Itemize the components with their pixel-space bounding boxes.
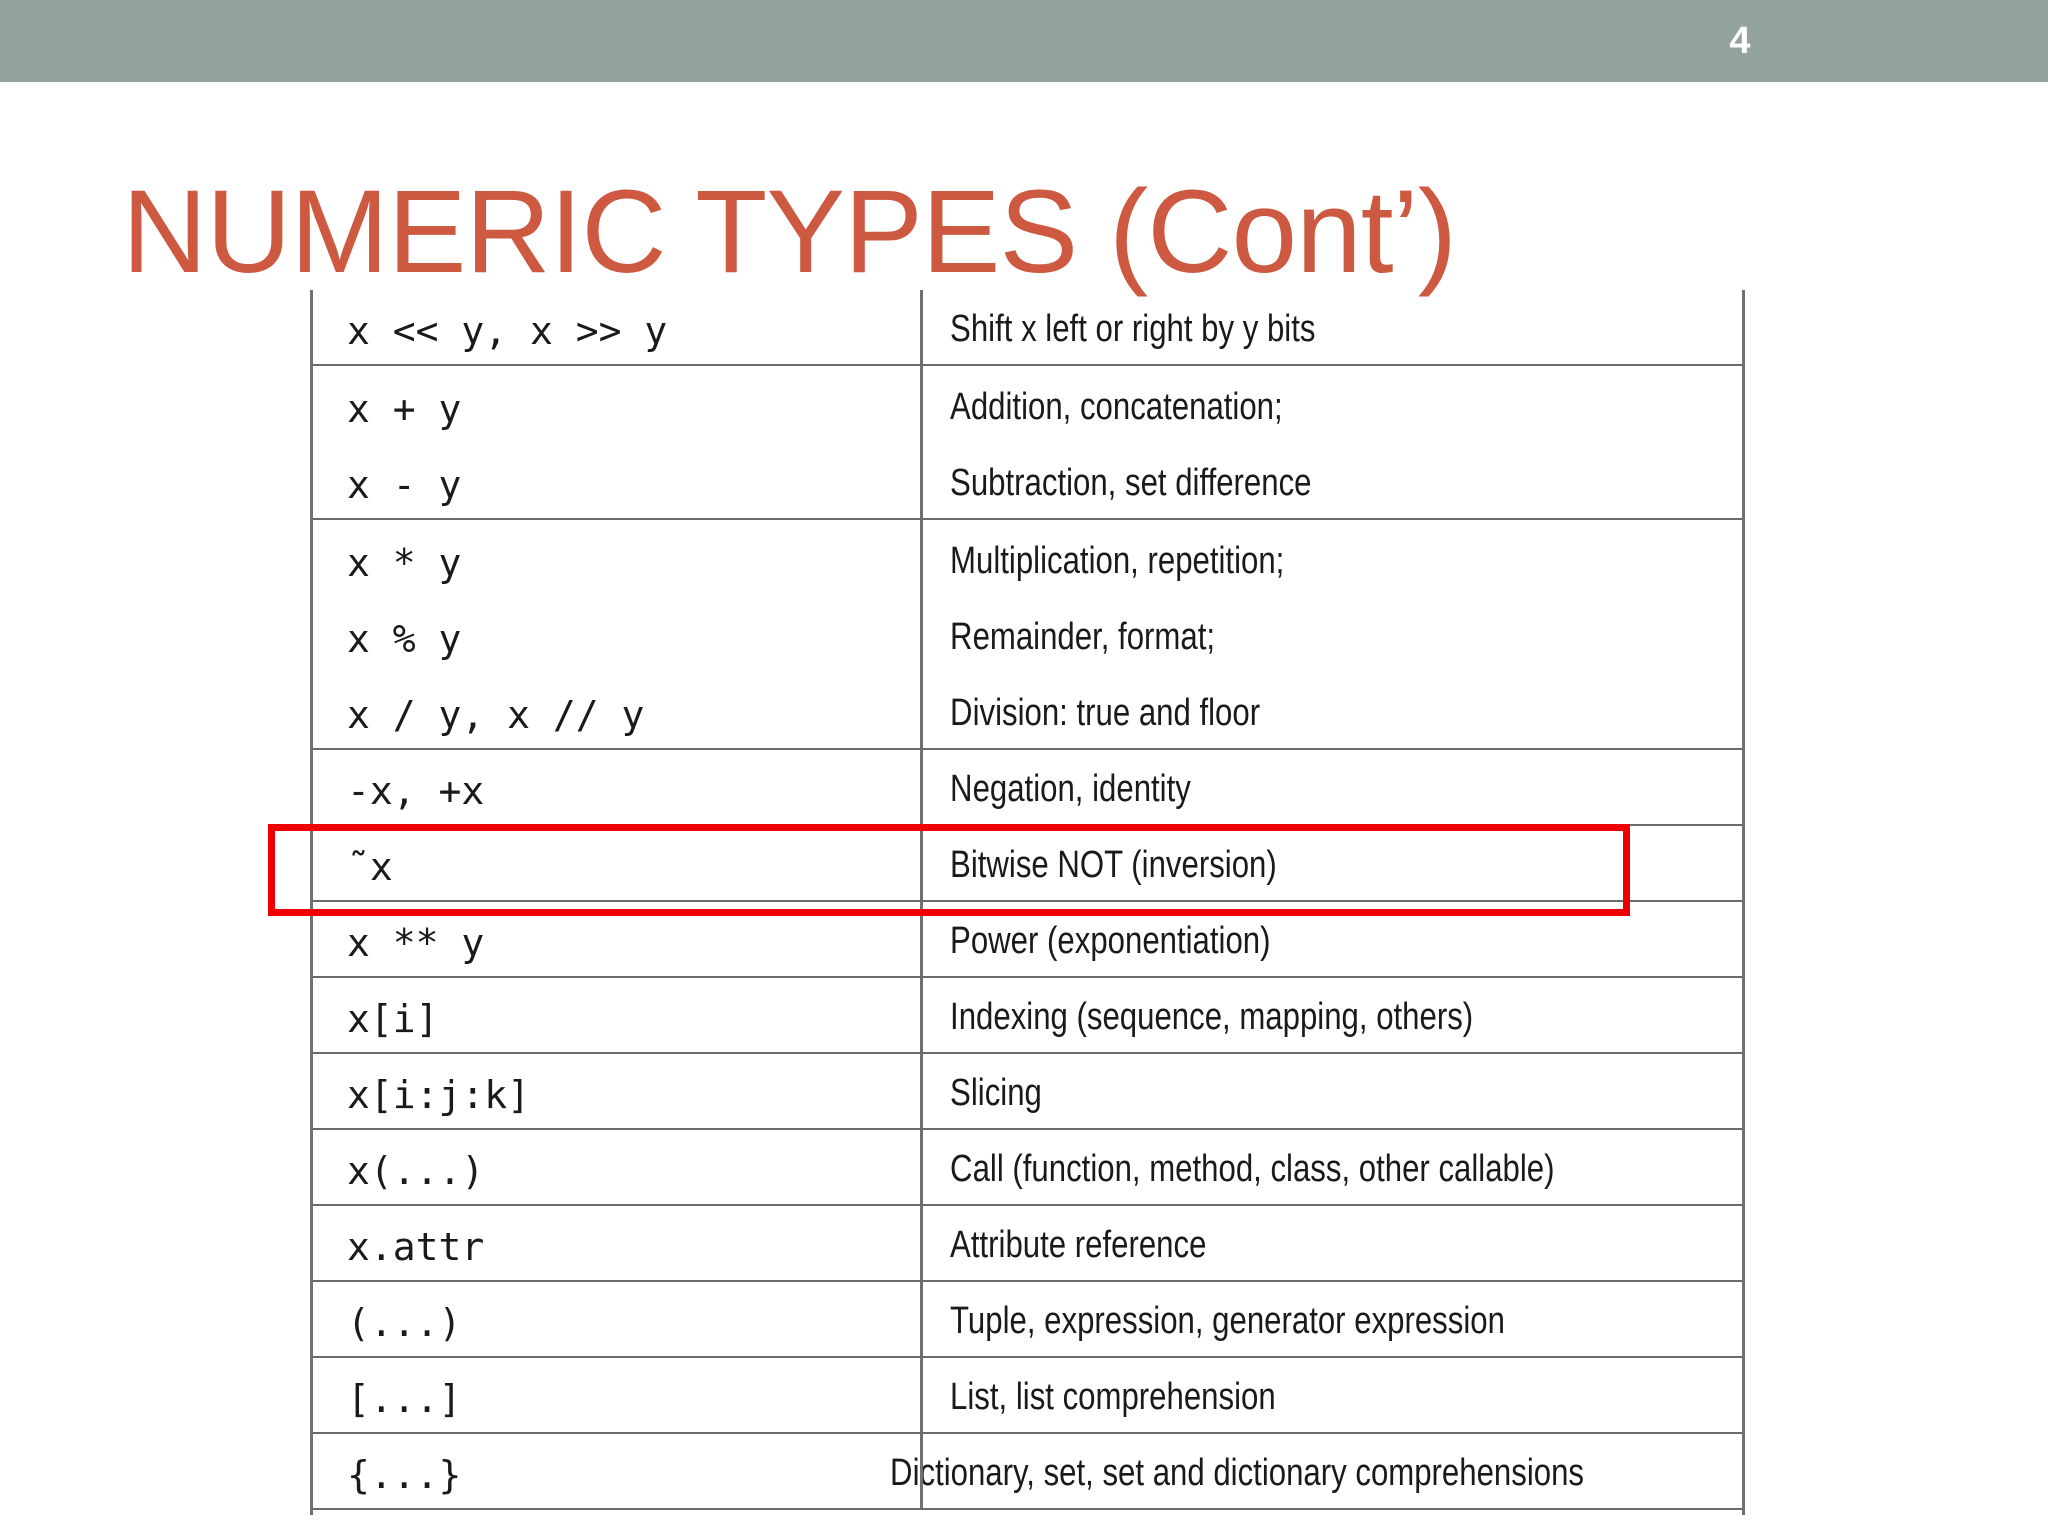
- description-cell: Tuple, expression, generator expression: [950, 1300, 1505, 1342]
- table-row: [313, 672, 1742, 748]
- table-row: [313, 596, 1742, 672]
- table-row: [313, 1282, 1742, 1356]
- expression-cell: x[i]: [347, 997, 439, 1041]
- table-row-group: [313, 1130, 1742, 1206]
- table-row-group: [313, 1358, 1742, 1434]
- expression-cell: x % y: [347, 617, 462, 661]
- description-cell: Division: true and floor: [950, 692, 1261, 734]
- expression-cell: x.attr: [347, 1225, 485, 1269]
- description-cell: Indexing (sequence, mapping, others): [950, 996, 1474, 1038]
- expression-cell: (...): [347, 1301, 462, 1345]
- description-cell: Addition, concatenation;: [950, 386, 1283, 428]
- expression-cell: x ** y: [347, 921, 485, 965]
- description-cell: Negation, identity: [950, 768, 1191, 810]
- description-cell: Dictionary, set, set and dictionary comprehensions: [889, 1452, 1584, 1494]
- table-row: [313, 1054, 1742, 1128]
- table-row: [313, 366, 1742, 442]
- table-row-group: [313, 1282, 1742, 1358]
- description-cell: Call (function, method, class, other callable): [950, 1148, 1555, 1190]
- table-row: [313, 1358, 1742, 1432]
- table-row-group: [313, 1434, 1742, 1510]
- table-row: [313, 750, 1742, 824]
- table-row-group: [313, 1054, 1742, 1130]
- expression-cell: {...}: [347, 1453, 462, 1497]
- description-cell: Remainder, format;: [950, 616, 1216, 658]
- table-row: [313, 1206, 1742, 1280]
- description-cell: Power (exponentiation): [950, 920, 1271, 962]
- table-row: [313, 290, 1742, 364]
- highlight-box: [268, 824, 1630, 916]
- table-row-group: [313, 1206, 1742, 1282]
- description-cell: Attribute reference: [950, 1224, 1207, 1266]
- table-row: [313, 1130, 1742, 1204]
- description-cell: List, list comprehension: [950, 1376, 1276, 1418]
- description-cell: Shift x left or right by y bits: [950, 308, 1316, 350]
- expression-cell: -x, +x: [347, 769, 485, 813]
- expression-cell: x * y: [347, 541, 462, 585]
- table-row-group: [313, 978, 1742, 1054]
- table-row: [313, 978, 1742, 1052]
- description-cell: Bitwise NOT (inversion): [950, 844, 1277, 886]
- slide-number: 4: [1729, 20, 1751, 62]
- expression-cell: x + y: [347, 387, 462, 431]
- table-row-group: [313, 290, 1742, 366]
- slide-title: NUMERIC TYPES (Cont’): [122, 166, 1457, 298]
- expression-cell: x << y, x >> y: [347, 309, 668, 353]
- description-cell: Slicing: [950, 1072, 1042, 1114]
- expression-cell: ˜x: [347, 845, 393, 889]
- description-cell: Subtraction, set difference: [950, 462, 1312, 504]
- expression-cell: x / y, x // y: [347, 693, 645, 737]
- table-row: [313, 1434, 1742, 1508]
- top-bar: [0, 0, 2048, 82]
- expression-cell: [...]: [347, 1377, 462, 1421]
- description-cell: Multiplication, repetition;: [950, 540, 1285, 582]
- table-row: [313, 520, 1742, 596]
- expression-cell: x(...): [347, 1149, 485, 1193]
- expression-cell: x[i:j:k]: [347, 1073, 531, 1117]
- table-row: [313, 442, 1742, 518]
- table-row-group: [313, 366, 1742, 520]
- expression-cell: x - y: [347, 463, 462, 507]
- table-row-group: [313, 750, 1742, 826]
- table-row-group: [313, 520, 1742, 750]
